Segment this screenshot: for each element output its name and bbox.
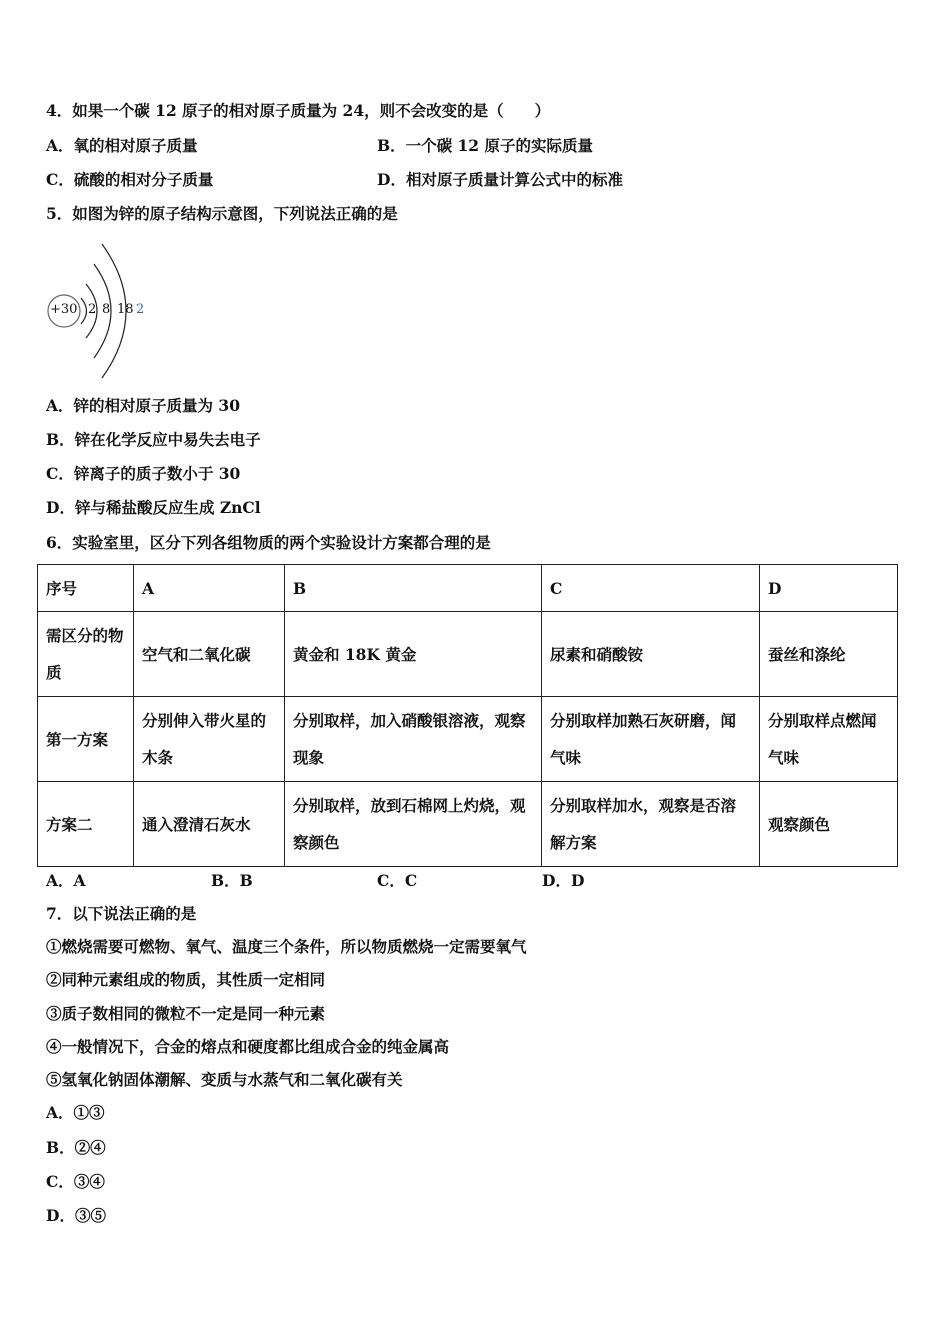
q7-option-d[interactable]: D．③⑤ <box>46 1206 106 1225</box>
table-cell: 蚕丝和涤纶 <box>760 612 898 697</box>
table-cell: 尿素和硝酸铵 <box>542 612 760 697</box>
q5-stem: 5．如图为锌的原子结构示意图，下列说法正确的是 <box>46 204 398 223</box>
table-header-cell: B <box>285 565 542 612</box>
table-cell: 空气和二氧化碳 <box>134 612 285 697</box>
table-cell: 黄金和 18K 黄金 <box>285 612 542 697</box>
table-header-cell: C <box>542 565 760 612</box>
q6-option-a[interactable]: A．A <box>46 871 86 890</box>
q5-option-d[interactable]: D．锌与稀盐酸反应生成 ZnCl <box>46 498 261 517</box>
table-cell: 分别取样点燃闻气味 <box>760 697 898 782</box>
q7-statement-3: ③质子数相同的微粒不一定是同一种元素 <box>46 1004 326 1023</box>
shell-2-electrons: 8 <box>102 302 111 317</box>
table-cell: 第一方案 <box>38 697 134 782</box>
q5-option-c[interactable]: C．锌离子的质子数小于 30 <box>46 464 241 483</box>
q7-option-a[interactable]: A．①③ <box>46 1103 105 1122</box>
table-cell: 需区分的物质 <box>38 612 134 697</box>
q7-statement-1: ①燃烧需要可燃物、氧气、温度三个条件，所以物质燃烧一定需要氧气 <box>46 937 527 956</box>
q7-statement-2: ②同种元素组成的物质，其性质一定相同 <box>46 970 326 989</box>
table-cell: 分别取样加熟石灰研磨，闻气味 <box>542 697 760 782</box>
table-header-cell: D <box>760 565 898 612</box>
q6-stem: 6．实验室里，区分下列各组物质的两个实验设计方案都合理的是 <box>46 533 491 552</box>
table-cell: 分别取样加水，观察是否溶解方案 <box>542 782 760 867</box>
q4-option-a[interactable]: A．氧的相对原子质量 <box>46 136 198 155</box>
q4-option-d[interactable]: D．相对原子质量计算公式中的标准 <box>377 170 623 189</box>
q4-option-b[interactable]: B．一个碳 12 原子的实际质量 <box>377 136 593 155</box>
q7-statement-5: ⑤氢氧化钠固体潮解、变质与水蒸气和二氧化碳有关 <box>46 1070 403 1089</box>
q5-option-b[interactable]: B．锌在化学反应中易失去电子 <box>46 430 261 449</box>
table-cell: 分别取样，加入硝酸银溶液，观察现象 <box>285 697 542 782</box>
shell-1-electrons: 2 <box>88 302 97 317</box>
table-header-row <box>38 565 898 612</box>
q7-option-c[interactable]: C．③④ <box>46 1172 105 1191</box>
nucleus-charge: +30 <box>50 302 78 317</box>
q7-option-b[interactable]: B．②④ <box>46 1138 106 1157</box>
q4-stem: 4．如果一个碳 12 原子的相对原子质量为 24，则不会改变的是（ ） <box>46 101 551 120</box>
zinc-atom-structure-diagram <box>44 240 154 380</box>
table-cell: 分别取样，放到石棉网上灼烧，观察颜色 <box>285 782 542 867</box>
table-row <box>38 782 898 867</box>
table-row <box>38 612 898 697</box>
shell-4-electrons: 2 <box>136 302 145 317</box>
q6-option-c[interactable]: C．C <box>377 871 418 890</box>
table-header-cell: 序号 <box>38 565 134 612</box>
q6-option-d[interactable]: D．D <box>542 871 585 890</box>
shell-3-electrons: 18 <box>117 302 134 317</box>
q5-option-a[interactable]: A．锌的相对原子质量为 30 <box>46 396 240 415</box>
q7-stem: 7．以下说法正确的是 <box>46 904 197 923</box>
table-row <box>38 697 898 782</box>
q6-option-b[interactable]: B．B <box>211 871 253 890</box>
q4-option-c[interactable]: C．硫酸的相对分子质量 <box>46 170 214 189</box>
table-cell: 分别伸入带火星的木条 <box>134 697 285 782</box>
table-cell: 通入澄清石灰水 <box>134 782 285 867</box>
table-header-cell: A <box>134 565 285 612</box>
table-cell: 观察颜色 <box>760 782 898 867</box>
q7-statement-4: ④一般情况下，合金的熔点和硬度都比组成合金的纯金属高 <box>46 1037 450 1056</box>
experiment-table <box>37 564 898 867</box>
table-cell: 方案二 <box>38 782 134 867</box>
